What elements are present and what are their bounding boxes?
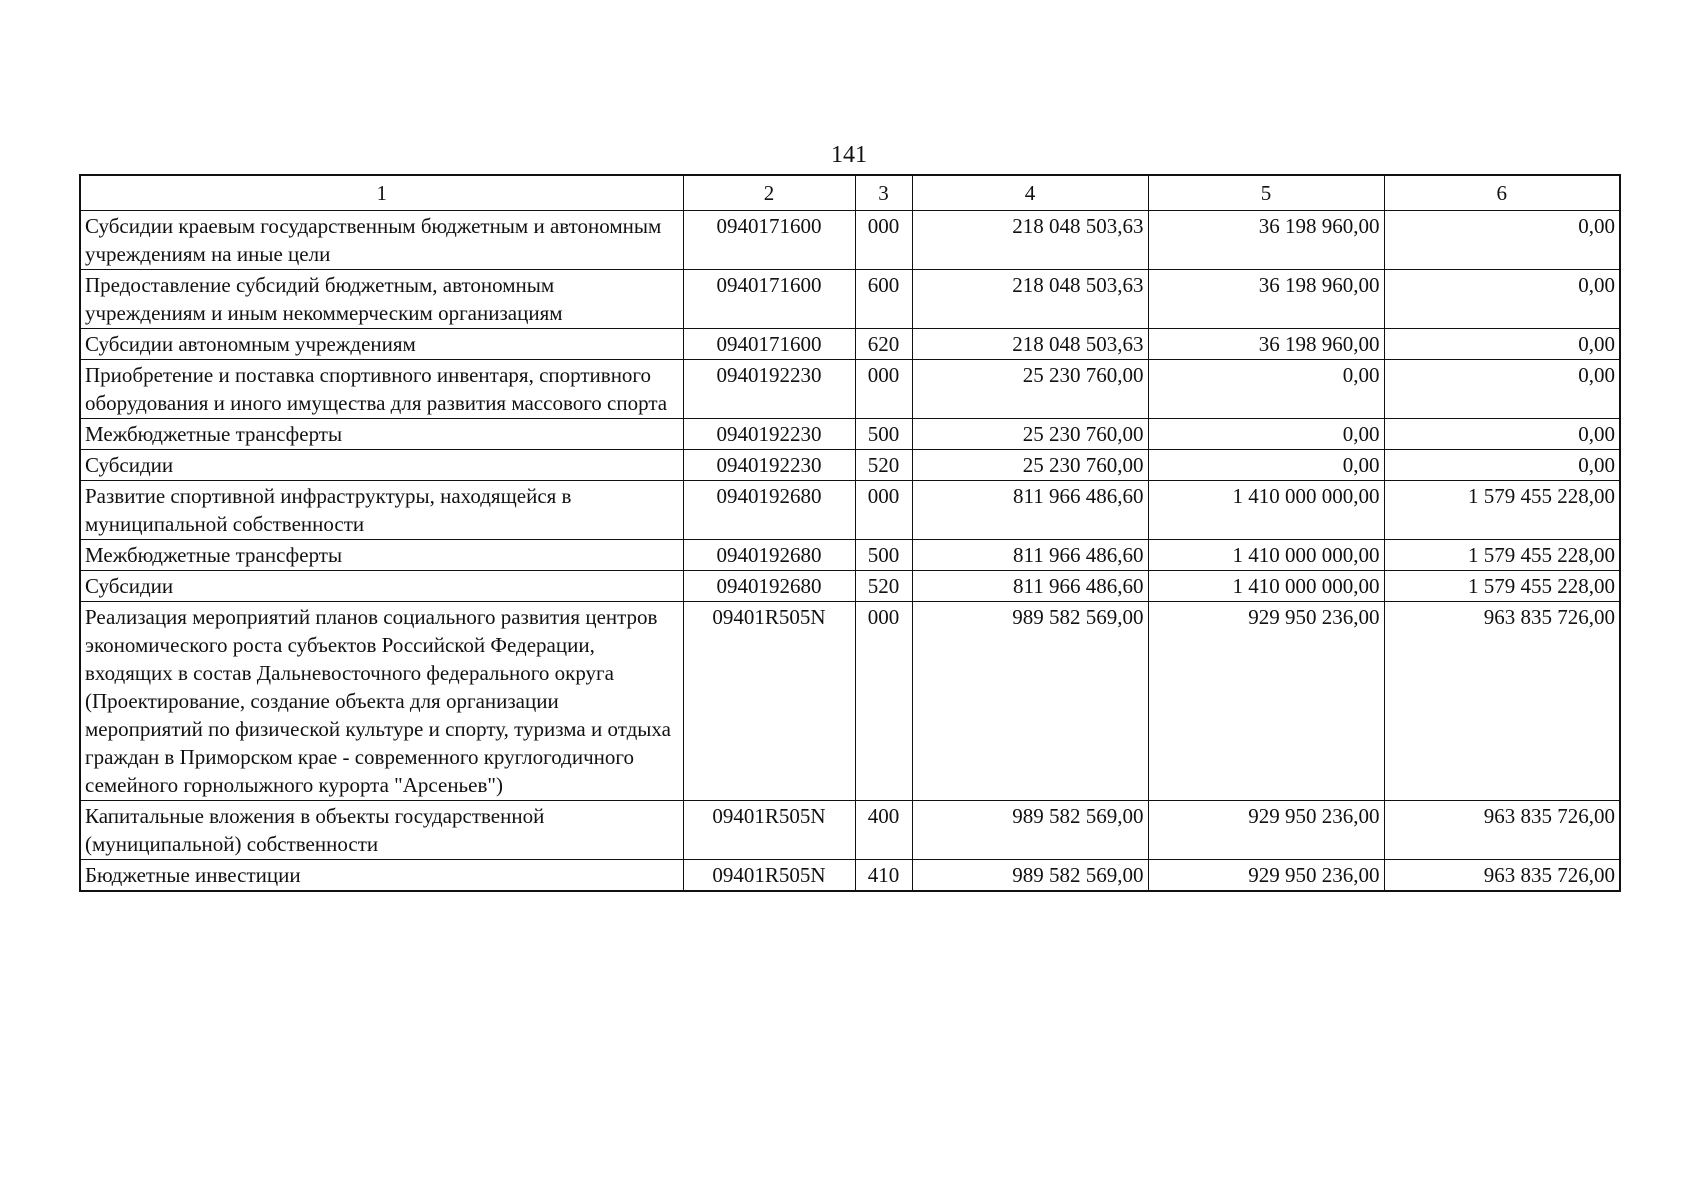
row-code: 09401R505N — [683, 801, 855, 860]
row-value-6: 1 579 455 228,00 — [1384, 540, 1620, 571]
row-value-6: 0,00 — [1384, 450, 1620, 481]
row-code: 0940192230 — [683, 450, 855, 481]
header-col-4: 4 — [912, 175, 1148, 211]
row-name: Бюджетные инвестиции — [80, 860, 683, 892]
page-number: 141 — [831, 142, 867, 168]
row-name: Субсидии — [80, 450, 683, 481]
row-name: Приобретение и поставка спортивного инвентаря, спортивного оборудования и иного имущества для развития массового спорта — [80, 360, 683, 419]
row-value-5: 36 198 960,00 — [1148, 211, 1384, 270]
row-code: 0940171600 — [683, 270, 855, 329]
row-name: Субсидии автономным учреждениям — [80, 329, 683, 360]
row-type: 520 — [855, 571, 912, 602]
row-value-4: 25 230 760,00 — [912, 360, 1148, 419]
row-value-6: 0,00 — [1384, 329, 1620, 360]
header-col-5: 5 — [1148, 175, 1384, 211]
row-value-4: 218 048 503,63 — [912, 211, 1148, 270]
row-code: 0940192680 — [683, 481, 855, 540]
row-type: 500 — [855, 419, 912, 450]
table-row — [80, 860, 1620, 892]
row-code: 0940192680 — [683, 540, 855, 571]
row-value-6: 0,00 — [1384, 360, 1620, 419]
row-value-6: 963 835 726,00 — [1384, 602, 1620, 801]
row-type: 000 — [855, 602, 912, 801]
row-value-5: 0,00 — [1148, 419, 1384, 450]
row-code: 0940192230 — [683, 419, 855, 450]
row-value-5: 0,00 — [1148, 360, 1384, 419]
row-value-5: 36 198 960,00 — [1148, 270, 1384, 329]
table-body — [80, 211, 1620, 892]
row-value-5: 1 410 000 000,00 — [1148, 481, 1384, 540]
row-type: 400 — [855, 801, 912, 860]
row-value-4: 989 582 569,00 — [912, 860, 1148, 892]
row-type: 000 — [855, 211, 912, 270]
row-type: 520 — [855, 450, 912, 481]
row-name: Развитие спортивной инфраструктуры, находящейся в муниципальной собственности — [80, 481, 683, 540]
row-name: Межбюджетные трансферты — [80, 419, 683, 450]
table-row — [80, 360, 1620, 419]
table-header — [80, 175, 1620, 211]
row-value-4: 218 048 503,63 — [912, 270, 1148, 329]
row-value-6: 963 835 726,00 — [1384, 801, 1620, 860]
row-value-4: 25 230 760,00 — [912, 419, 1148, 450]
header-col-3: 3 — [855, 175, 912, 211]
row-value-5: 929 950 236,00 — [1148, 602, 1384, 801]
row-name: Предоставление субсидий бюджетным, автономным учреждениям и иным некоммерческим организациям — [80, 270, 683, 329]
row-value-4: 25 230 760,00 — [912, 450, 1148, 481]
row-type: 410 — [855, 860, 912, 892]
header-row — [80, 175, 1620, 211]
row-value-5: 0,00 — [1148, 450, 1384, 481]
budget-table — [79, 174, 1621, 892]
table-row — [80, 540, 1620, 571]
row-code: 0940192230 — [683, 360, 855, 419]
row-type: 000 — [855, 481, 912, 540]
row-value-4: 811 966 486,60 — [912, 481, 1148, 540]
row-name: Межбюджетные трансферты — [80, 540, 683, 571]
header-col-1: 1 — [80, 175, 683, 211]
row-value-5: 1 410 000 000,00 — [1148, 571, 1384, 602]
row-value-5: 36 198 960,00 — [1148, 329, 1384, 360]
table-row — [80, 801, 1620, 860]
table-row — [80, 211, 1620, 270]
row-value-6: 1 579 455 228,00 — [1384, 571, 1620, 602]
row-code: 0940171600 — [683, 329, 855, 360]
row-code: 09401R505N — [683, 602, 855, 801]
row-value-6: 0,00 — [1384, 419, 1620, 450]
row-code: 0940192680 — [683, 571, 855, 602]
row-value-4: 218 048 503,63 — [912, 329, 1148, 360]
header-col-6: 6 — [1384, 175, 1620, 211]
row-type: 000 — [855, 360, 912, 419]
row-type: 620 — [855, 329, 912, 360]
row-value-6: 1 579 455 228,00 — [1384, 481, 1620, 540]
row-value-4: 811 966 486,60 — [912, 571, 1148, 602]
row-value-4: 989 582 569,00 — [912, 602, 1148, 801]
row-value-5: 929 950 236,00 — [1148, 801, 1384, 860]
table-row — [80, 329, 1620, 360]
row-code: 0940171600 — [683, 211, 855, 270]
table-row — [80, 602, 1620, 801]
row-name: Субсидии — [80, 571, 683, 602]
row-value-6: 963 835 726,00 — [1384, 860, 1620, 892]
header-col-2: 2 — [683, 175, 855, 211]
row-code: 09401R505N — [683, 860, 855, 892]
row-value-5: 929 950 236,00 — [1148, 860, 1384, 892]
table-row — [80, 481, 1620, 540]
row-value-6: 0,00 — [1384, 211, 1620, 270]
table-row — [80, 419, 1620, 450]
table-row — [80, 571, 1620, 602]
row-type: 500 — [855, 540, 912, 571]
row-value-4: 989 582 569,00 — [912, 801, 1148, 860]
table-row — [80, 270, 1620, 329]
row-value-6: 0,00 — [1384, 270, 1620, 329]
row-name: Реализация мероприятий планов социального развития центров экономического роста субъектов Российской Федерации, входящих в состав Дальневосточного федерального округа (Проектирование, создание объекта для организации мероприятий по физической культуре и спорту, туризма и отдыха граждан в Приморском крае - современного круглогодичного семейного горнолыжного курорта "Арсеньев") — [80, 602, 683, 801]
row-name: Субсидии краевым государственным бюджетным и автономным учреждениям на иные цели — [80, 211, 683, 270]
row-type: 600 — [855, 270, 912, 329]
table-row — [80, 450, 1620, 481]
row-name: Капитальные вложения в объекты государственной (муниципальной) собственности — [80, 801, 683, 860]
row-value-5: 1 410 000 000,00 — [1148, 540, 1384, 571]
row-value-4: 811 966 486,60 — [912, 540, 1148, 571]
